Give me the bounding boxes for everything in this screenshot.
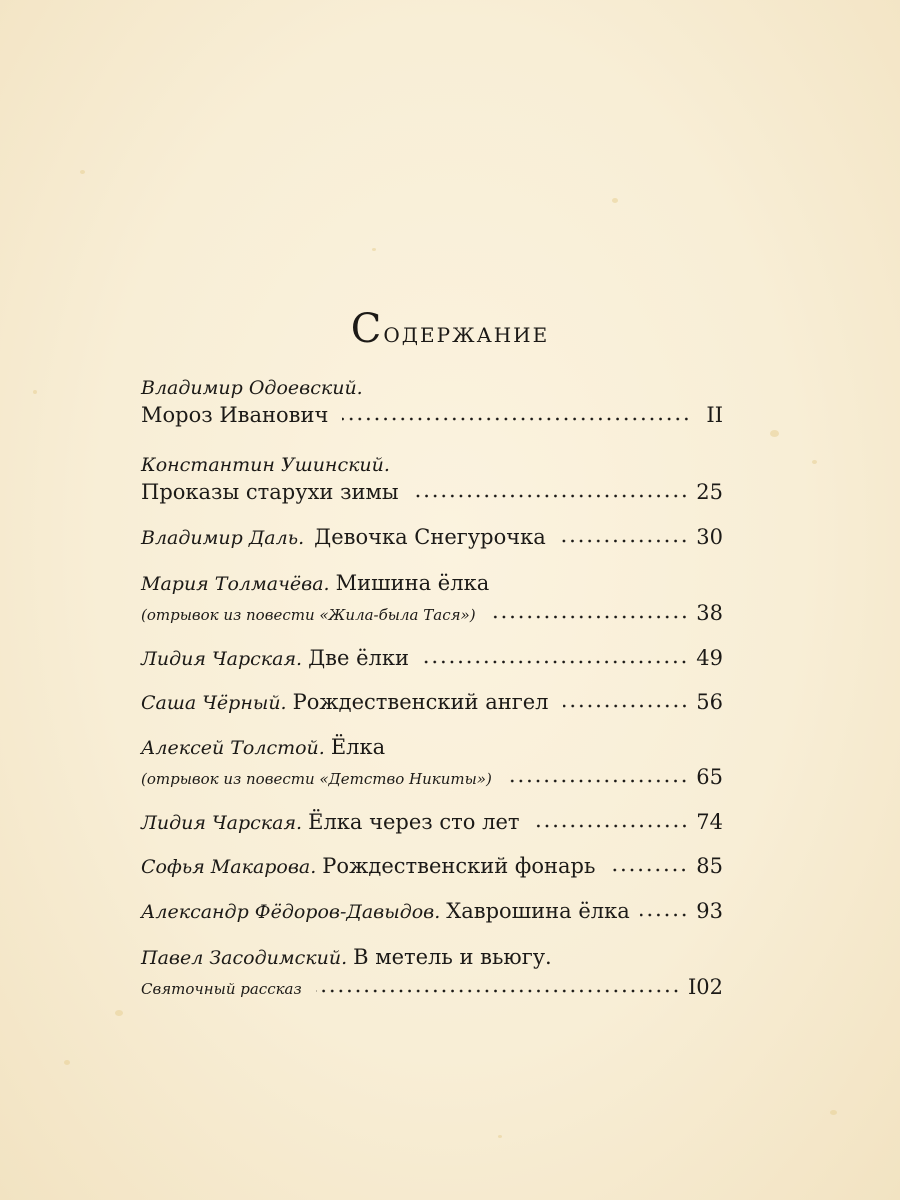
entry-row bbox=[141, 643, 723, 673]
paper-speck bbox=[115, 1010, 123, 1016]
entry-title: Две ёлки bbox=[308, 646, 409, 670]
entry-row bbox=[141, 598, 723, 628]
paper-speck bbox=[812, 460, 817, 464]
entry-title: Мороз Иванович bbox=[141, 403, 329, 427]
toc-entry[interactable] bbox=[141, 643, 723, 673]
entry-author: Владимир Даль. bbox=[141, 527, 305, 549]
entry-page-number: 85 bbox=[696, 854, 723, 878]
entry-page-number: 25 bbox=[696, 480, 723, 504]
entry-author: Александр Фёдоров-Давыдов. bbox=[141, 901, 441, 923]
entry-subtitle: (отрывок из повести «Детство Никиты») bbox=[141, 770, 492, 788]
entry-author: Мария Толмачёва. bbox=[141, 573, 330, 595]
entry-page-number: 38 bbox=[696, 601, 723, 625]
entry-page-number: 30 bbox=[696, 525, 723, 549]
entry-head-row bbox=[141, 568, 723, 598]
entry-row bbox=[141, 477, 723, 507]
toc-entry[interactable] bbox=[141, 851, 723, 881]
toc-entry[interactable] bbox=[141, 453, 723, 507]
paper-speck bbox=[33, 390, 37, 394]
entry-title: Ёлка через сто лет bbox=[308, 810, 520, 834]
toc-entry[interactable] bbox=[141, 807, 723, 837]
entry-page-number: I02 bbox=[687, 975, 723, 999]
entry-author: Константин Ушинский. bbox=[141, 454, 390, 476]
entry-subtitle: (отрывок из повести «Жила-была Тася») bbox=[141, 606, 476, 624]
entry-title: Ёлка bbox=[330, 735, 386, 759]
entry-row bbox=[141, 687, 723, 717]
paper-speck bbox=[770, 430, 779, 437]
entry-head-row bbox=[141, 732, 723, 762]
dot-leader bbox=[423, 657, 688, 667]
toc-entry[interactable] bbox=[141, 896, 723, 926]
paper-speck bbox=[498, 1135, 502, 1138]
toc-entry[interactable] bbox=[141, 942, 723, 1002]
entry-row bbox=[141, 851, 723, 881]
entry-author: Павел Засодимский. bbox=[141, 947, 348, 969]
entry-title: Мишина ёлка bbox=[335, 571, 490, 595]
dot-leader bbox=[560, 536, 689, 546]
toc-entry[interactable] bbox=[141, 522, 723, 552]
entry-row bbox=[141, 400, 723, 430]
dot-leader bbox=[563, 701, 689, 711]
page-title bbox=[0, 306, 900, 353]
entry-page-number: 49 bbox=[696, 646, 723, 670]
dot-leader bbox=[640, 910, 688, 920]
entry-row bbox=[141, 807, 723, 837]
entry-head-row bbox=[141, 942, 723, 972]
title-rest: одержание bbox=[383, 315, 550, 350]
entry-row bbox=[141, 972, 723, 1002]
dot-leader bbox=[534, 821, 689, 831]
entry-author: Лидия Чарская. bbox=[141, 812, 303, 834]
paper-speck bbox=[64, 1060, 70, 1065]
entry-page-number: 93 bbox=[696, 899, 723, 923]
entry-author: Владимир Одоевский. bbox=[141, 377, 363, 399]
dot-leader bbox=[490, 612, 689, 622]
toc-entry[interactable] bbox=[141, 568, 723, 628]
entry-title: Девочка Снегурочка bbox=[314, 525, 546, 549]
entry-page-number: II bbox=[706, 403, 723, 427]
entry-title: Рождественский ангел bbox=[292, 690, 549, 714]
paper-speck bbox=[372, 248, 376, 251]
entry-row bbox=[141, 522, 723, 552]
entry-author: Саша Чёрный. bbox=[141, 692, 287, 714]
toc-entry[interactable] bbox=[141, 376, 723, 430]
toc-entry[interactable] bbox=[141, 732, 723, 792]
paper-speck bbox=[612, 198, 618, 203]
entry-row bbox=[141, 762, 723, 792]
entry-page-number: 74 bbox=[696, 810, 723, 834]
entry-author: Лидия Чарская. bbox=[141, 648, 303, 670]
dot-leader bbox=[413, 491, 689, 501]
entry-title: Проказы старухи зимы bbox=[141, 480, 399, 504]
toc-entry[interactable] bbox=[141, 687, 723, 717]
entry-author: Алексей Толстой. bbox=[141, 737, 325, 759]
entry-subtitle: Святочный рассказ bbox=[141, 980, 302, 998]
entry-page-number: 65 bbox=[696, 765, 723, 789]
entry-title: Рождественский фонарь bbox=[322, 854, 596, 878]
paper-speck bbox=[830, 1110, 837, 1115]
dot-leader bbox=[609, 865, 688, 875]
dot-leader bbox=[316, 986, 680, 996]
entry-title: В метель и вьюгу. bbox=[353, 945, 552, 969]
entry-row bbox=[141, 896, 723, 926]
paper-speck bbox=[80, 170, 85, 174]
dot-leader bbox=[342, 414, 691, 424]
entry-title: Хаврошина ёлка bbox=[446, 899, 630, 923]
entry-author: Софья Макарова. bbox=[141, 856, 317, 878]
dot-leader bbox=[506, 776, 688, 786]
entry-page-number: 56 bbox=[696, 690, 723, 714]
drop-cap: С bbox=[350, 306, 384, 353]
